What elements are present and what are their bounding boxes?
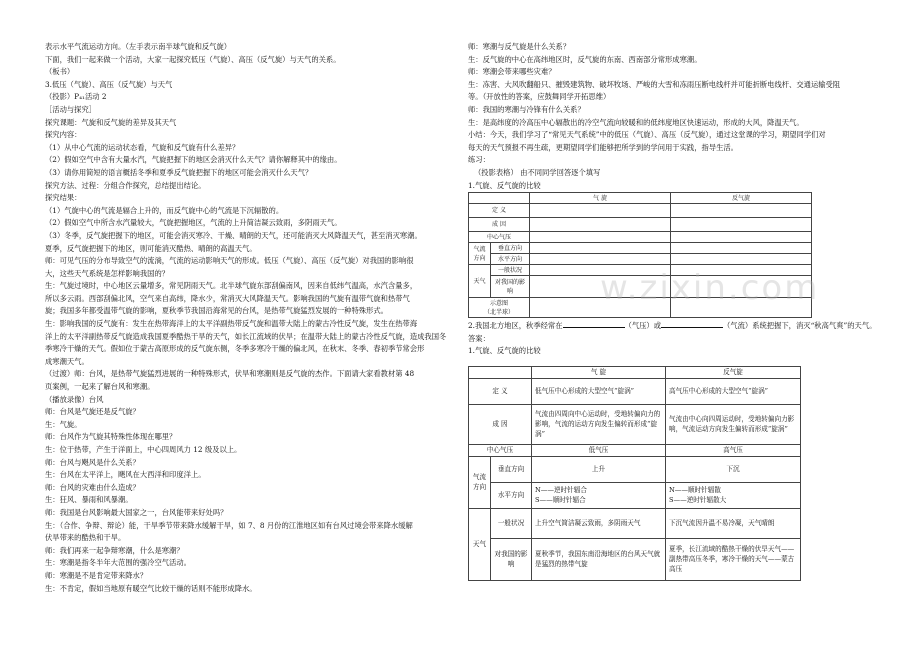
left-text-line: 师：台风与飓风是什么关系？ — [45, 457, 140, 467]
right-text-line: 练习： — [468, 155, 490, 165]
left-text-line: 生：台风在太平洋上，飓风在大西洋和印度洋上。 — [45, 470, 206, 480]
right-text-line: 等。（开放性的答案，应鼓舞同学开拓思维） — [468, 92, 611, 102]
right-column — [468, 41, 880, 581]
t1-header-cyclone: 气 旋 — [530, 193, 671, 204]
right-top-text — [468, 41, 880, 167]
t2-china-anticyclone: 夏季，长江流域的酷热干燥的伏旱天气——副热带高压冬季，寒冷干燥的天气——蒙古高压 — [666, 538, 801, 580]
t2-row-cause: 成 因 — [469, 404, 532, 444]
left-text-line: 表示水平气流运动方向。（左手表示南半球气旋和反气旋） — [45, 42, 232, 51]
t1-cell[interactable] — [530, 218, 671, 232]
left-text-line: 季寒冷干燥的天气。假如位于蒙古高原形成的反气旋东侧，冬季多寒冷干燥的偏北风，在秋末、冬季、春初季节常会形 — [45, 344, 425, 354]
question-2: 2.我国北方地区，秋季经常在 （气压）或 （气流）系统把握下，消灭“秋高气爽”的天气。 — [468, 321, 877, 331]
left-text-line: 探究课题：气旋和反气旋的差异及其天气 — [45, 117, 177, 127]
left-text-line: 页案例，一起来了解台风和寒潮。 — [45, 382, 155, 392]
t1-row-china: 对我国的影响 — [491, 276, 530, 298]
left-text-line: （播放录像）台风 — [45, 394, 104, 404]
left-text-line: 伏旱带来的酷热和干旱。 — [45, 533, 126, 543]
left-text-line: （板书） — [45, 67, 75, 77]
t1-row-cause: 成 因 — [469, 218, 530, 232]
left-text-line: 洋上的太平洋副热带反气旋造成我国夏季酷热干旱的天气，如长江流域的伏旱；在温带大陆上的蒙古冷性反气旋，造成我国冬 — [45, 331, 447, 341]
left-text-line: 生：狂风、暴雨和风暴潮。 — [45, 495, 133, 505]
answer-label: 答案： — [468, 333, 490, 343]
t2-row-vertical: 垂直方向 — [491, 456, 532, 482]
left-text-line: （3）请你用简短的语言概括冬季和夏季反气旋把握下的地区可能会消灭什么天气？ — [45, 167, 313, 177]
t2-row-china: 对我国的影响 — [491, 538, 532, 580]
left-text-line: 下面，我们一起来做一个活动，大家一起探究低压（气旋）、高压（反气旋）与天气的关系。 — [45, 54, 341, 64]
t2-def-cyclone: 低气压中心形成的大型空气“旋涡” — [532, 378, 666, 404]
left-column — [45, 41, 463, 595]
left-text-line: （2）假如空气中含有大量水汽，气旋把握下的地区会消灭什么天气？请你解释其中的缘由。 — [45, 155, 342, 165]
left-text-line: 师：我们再来一起争辩寒潮，什么是寒潮？ — [45, 545, 184, 555]
t1-cell[interactable] — [530, 254, 671, 265]
right-text-line: 每天的天气预报不再生疏，更期望同学们能够把所学到的学问用于实践，指导生活。 — [468, 142, 738, 152]
t1-cell[interactable] — [530, 232, 671, 243]
t1-row-vertical: 垂直方向 — [491, 243, 530, 254]
left-text-line: （3）冬季，反气旋把握下的地区，可能会消灭寒冷、干燥、晴朗的天气，还可能消灭大风降温天气，甚至消灭寒潮。 — [45, 230, 422, 240]
t2-row-definition: 定 义 — [469, 378, 532, 404]
right-text-line: 生：冻害、大风吹翻船只、摧毁建筑物、破坏牧场、严峻的大雪和冻雨压断电线杆并可能折断电线杆、交通运输受阻 — [468, 79, 841, 89]
left-text-line: 探究内容： — [45, 130, 82, 140]
left-text-line: 生：位于热带，产生于洋面上，中心四周风力 12 级及以上。 — [45, 445, 242, 454]
t1-row-weather: 天气 — [469, 265, 491, 298]
table1-title: 1.气旋、反气旋的比较 — [468, 180, 541, 190]
t1-row-general: 一般状况 — [491, 265, 530, 276]
left-text-line: 师：台风作为气旋其特殊性体现在哪里？ — [45, 432, 177, 442]
left-text-line: 生：（合作、争辩、辩论）能，干旱季节带来降水缓解干旱，如 7、8 月份的江淮地区如有台风过境会带来降水缓解 — [45, 520, 413, 530]
answer-blank-1[interactable] — [563, 320, 625, 328]
t1-row-flow: 气流方向 — [469, 243, 491, 265]
left-text-line: 成寒潮天气。 — [45, 356, 89, 366]
left-text-line: 所以多云雨。西部刮偏北风，空气来自高纬，降水少，常消灭大风降温天气。影响我国的气旋有温带气旋和热带气 — [45, 293, 410, 303]
t2-center-anticyclone: 高气压 — [666, 444, 801, 456]
t2-header-cyclone: 气 旋 — [532, 366, 666, 378]
left-text-line: 生：影响我国的反气旋有：发生在热带海洋上的太平洋副热带反气旋和温带大陆上的蒙古冷性反气旋，发生在热带海 — [45, 319, 418, 329]
t2-vertical-anticyclone: 下沉 — [666, 456, 801, 482]
t2-general-anticyclone: 下沉气流因升温不易冷凝，天气晴朗 — [666, 508, 801, 538]
left-text-line: 师：可见气压的分布导致空气的流淌，气流的运动影响天气的形成。低压（气旋）、高压（反气旋）对我国的影响很 — [45, 256, 414, 266]
t2-row-horizontal: 水平方向 — [491, 482, 532, 508]
t2-cause-cyclone: 气流由四周向中心运动时，受地转偏向力的影响，气流的运动方向发生偏转而形成“旋涡” — [532, 404, 666, 444]
t1-cell[interactable] — [671, 232, 812, 243]
t1-row-horizontal: 水平方向 — [491, 254, 530, 265]
left-text-line: ［活动与探究］ — [45, 104, 97, 114]
right-text-line: 师：寒潮会带来哪些灾难？ — [468, 67, 556, 77]
left-text-line: 师：寒潮是不是肯定带来降水？ — [45, 570, 148, 580]
t2-cause-anticyclone: 气流由中心向四周运动时，受地转偏向力影响，气流运动方向发生偏转而形成“旋涡” — [666, 404, 801, 444]
t2-china-cyclone: 夏秋季节，我国东南沿海地区的台风天气就是猛烈的热带气旋 — [532, 538, 666, 580]
t1-cell[interactable] — [671, 254, 812, 265]
left-text-line: 师：台风是气旋还是反气旋？ — [45, 407, 140, 417]
t1-cell[interactable] — [530, 243, 671, 254]
t2-row-center: 中心气压 — [469, 444, 532, 456]
t1-row-diagram: 示意图 （北半球） — [469, 298, 530, 318]
t2-header-anticyclone: 反气旋 — [666, 366, 801, 378]
t1-cell[interactable] — [671, 204, 812, 218]
t2-row-flow: 气流方向 — [469, 456, 491, 508]
watermark: w.zixin.com — [600, 268, 820, 308]
t1-cell[interactable] — [671, 243, 812, 254]
t2-horizontal-cyclone: N——逆时针辐合 S——顺时针辐合 — [532, 482, 666, 508]
left-text-line: （过渡）师：台风，是热带气旋猛烈进展的一种特殊形式，伏旱和寒潮则是反气旋的杰作。下面请大家看教材第 48 — [45, 369, 415, 379]
left-text-line: 师：台风的灾难由什么造成？ — [45, 482, 140, 492]
t1-row-definition: 定 义 — [469, 204, 530, 218]
t2-general-cyclone: 上升空气简洁凝云致雨，多阴雨天气 — [532, 508, 666, 538]
left-text-line: （1）气旋中心的气流是辐合上升的，而反气旋中心的气流是下沉辐散的。 — [45, 205, 284, 215]
t2-vertical-cyclone: 上升 — [532, 456, 666, 482]
right-text-line: 生：是高纬度的冷高压中心辐散出的冷空气流向较暖和的低纬度地区快速运动，形成的大风，降温天气。 — [468, 117, 804, 127]
left-text-line: （1）从中心气流的运动状态看，气旋和反气旋有什么差异？ — [45, 142, 240, 152]
right-text-line: 生：反气旋的中心在高纬地区时，反气旋的东南、西南部分常形成寒潮。 — [468, 54, 702, 64]
left-text-line: 生：气旋。 — [45, 419, 82, 429]
left-text-line: （投影）P₄₁活动 2 — [45, 92, 107, 102]
left-text-line: 旋；我国多年都受温带气旋的影响，夏秋季节我国沿海常见的台风，是热带气旋猛烈发展的一种特殊形式。 — [45, 306, 388, 316]
t2-horizontal-anticyclone: N——顺时针辐散 S——逆时针辐散大 — [666, 482, 801, 508]
left-text-line: 探究方法、过程：分组合作探究，总结提出结论。 — [45, 180, 206, 190]
answer-blank-2[interactable] — [661, 320, 723, 328]
t2-row-general: 一般状况 — [491, 508, 532, 538]
table2-title: 1.气旋、反气旋的比较 — [468, 346, 541, 356]
comparison-table-answers — [468, 366, 801, 581]
right-text-line: 小结：今天，我们学习了“常见天气系统”中的低压（气旋）、高压（反气旋），通过这堂课的学习，期望同学们对 — [468, 130, 826, 140]
t1-cell[interactable] — [671, 218, 812, 232]
left-text-line: 生：气旋过境时，中心地区云量增多，常见阴雨天气。北半球气旋东部刮偏南风，因来自低纬气温高，水汽含量多， — [45, 281, 418, 291]
exercise-note: （投影表格） 由不同同学回答逐个填写 — [474, 167, 601, 177]
left-text-line: 探究结果： — [45, 193, 82, 203]
left-text-line: 生：寒潮是指冬半年大范围的强冷空气活动。 — [45, 558, 191, 568]
left-text-line: （2）假如空气中所含水汽量较大，气旋把握地区，气流的上升简洁凝云致雨，多阴雨天气。 — [45, 218, 342, 228]
t2-def-anticyclone: 高气压中心形成的大型空气“旋涡” — [666, 378, 801, 404]
t1-header-anticyclone: 反气旋 — [671, 193, 812, 204]
right-text-line: 师：我国的寒潮与冷锋有什么关系？ — [468, 104, 585, 114]
left-text-line: 大，这些天气系统是怎样影响我国的？ — [45, 268, 170, 278]
t1-cell[interactable] — [530, 204, 671, 218]
right-text-line: 师：寒潮与反气旋是什么关系？ — [468, 42, 571, 51]
t1-row-center: 中心气压 — [469, 232, 530, 243]
left-text-line: 师：我国是台风影响最大国家之一，台风能带来好处吗？ — [45, 507, 228, 517]
left-text-line: 生：不肯定，假如当地原有暖空气比较干燥的话则不能形成降水。 — [45, 583, 257, 593]
left-text-line: 3.低压（气旋）、高压（反气旋）与天气 — [45, 79, 173, 89]
t2-center-cyclone: 低气压 — [532, 444, 666, 456]
left-text-line: 夏季，反气旋把握下的地区，则可能消灭酷热、晴朗的高温天气。 — [45, 243, 257, 253]
t2-row-weather: 天气 — [469, 508, 491, 580]
